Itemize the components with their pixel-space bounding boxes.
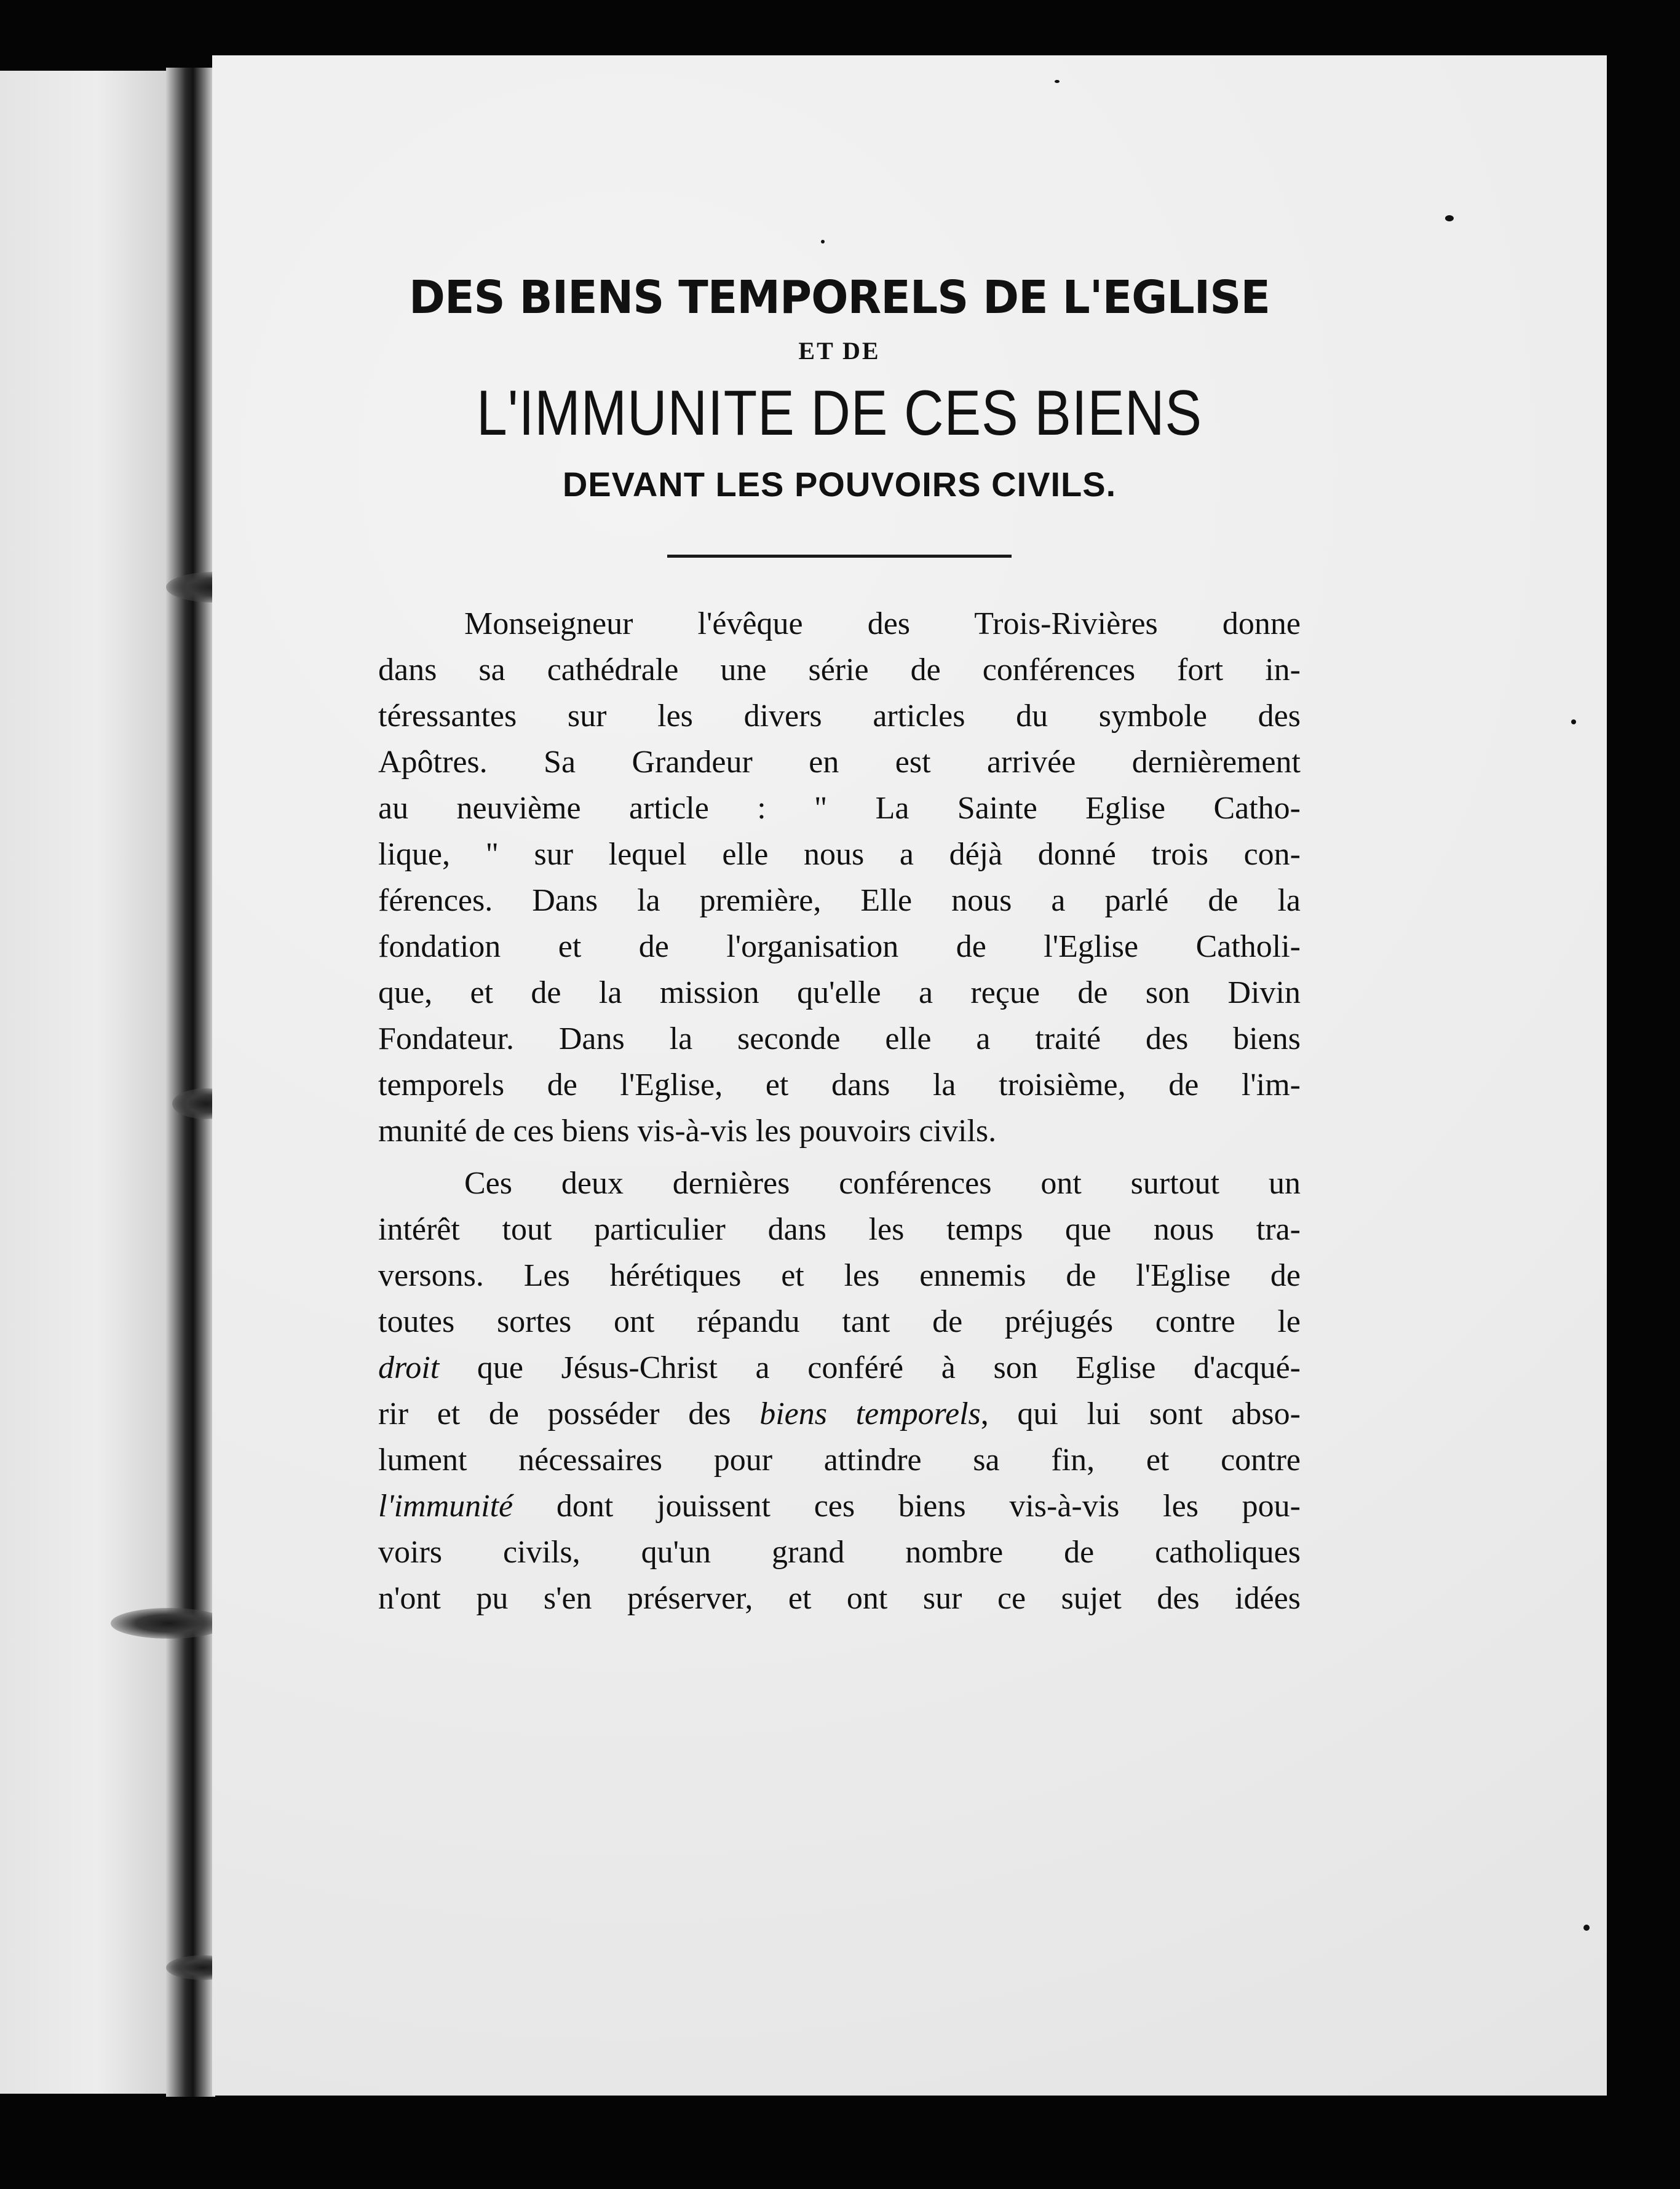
ink-speck <box>1055 80 1060 83</box>
ink-speck <box>821 240 825 243</box>
ink-speck <box>1583 1925 1590 1931</box>
binding-gutter <box>166 68 215 2097</box>
binding-stitch <box>111 1608 228 1639</box>
text-line: lument nécessaires pour attindre sa fin, et contre <box>378 1442 1301 1478</box>
facing-page-edge <box>0 71 178 2094</box>
text-segment: dont jouissent ces biens vis-à-vis les pou- <box>513 1488 1301 1524</box>
text-line: versons. Les hérétiques et les ennemis de l'Eglise de <box>378 1257 1301 1293</box>
text-segment: que Jésus-Christ a conféré à son Eglise d'acqué- <box>439 1350 1301 1385</box>
subtitle-devant: DEVANT LES POUVOIRS CIVILS. <box>562 465 1117 504</box>
text-line: que, et de la mission qu'elle a reçue de son Divin <box>378 975 1301 1010</box>
paragraph-2 <box>378 1160 1301 1621</box>
page-content <box>378 271 1301 1621</box>
text-line: munité de ces biens vis-à-vis les pouvoirs civils. <box>378 1113 997 1149</box>
italic-term: l'immunité <box>378 1488 513 1524</box>
ink-speck <box>1445 215 1454 221</box>
text-line: fondation et de l'organisation de l'Eglise Catholi- <box>378 928 1301 964</box>
italic-term: biens temporels <box>759 1396 981 1431</box>
text-line: Ces deux dernières conférences ont surtout un <box>464 1165 1301 1201</box>
text-line <box>378 1483 1301 1529</box>
text-line: dans sa cathédrale une série de conférences fort in- <box>378 652 1301 687</box>
text-line: lique, " sur lequel elle nous a déjà donné trois con- <box>378 836 1301 872</box>
title-connector: ET DE <box>798 336 881 365</box>
title-divider <box>667 555 1012 558</box>
text-line: au neuvième article : " La Sainte Eglise Catho- <box>378 790 1301 826</box>
text-line: intérêt tout particulier dans les temps que nous tra- <box>378 1211 1301 1247</box>
text-line: téressantes sur les divers articles du symbole des <box>378 698 1301 734</box>
ink-speck <box>1571 719 1576 724</box>
text-line <box>378 1345 1301 1391</box>
text-segment: , qui lui sont abso- <box>980 1396 1301 1431</box>
text-line: voirs civils, qu'un grand nombre de catholiques <box>378 1534 1301 1570</box>
text-line: n'ont pu s'en préserver, et ont sur ce sujet des idées <box>378 1580 1301 1616</box>
text-line: férences. Dans la première, Elle nous a parlé de la <box>378 882 1301 918</box>
text-line: temporels de l'Eglise, et dans la troisième, de l'im- <box>378 1067 1301 1102</box>
text-line: Fondateur. Dans la seconde elle a traité des biens <box>378 1021 1301 1056</box>
italic-term: droit <box>378 1350 440 1385</box>
main-title: DES BIENS TEMPORELS DE L'EGLISE <box>408 271 1270 324</box>
text-line: Monseigneur l'évêque des Trois-Rivières donne <box>464 606 1301 641</box>
text-line <box>378 1391 1301 1437</box>
text-line: Apôtres. Sa Grandeur en est arrivée dernièrement <box>378 744 1301 780</box>
text-line: toutes sortes ont répandu tant de préjugés contre le <box>378 1304 1301 1339</box>
text-segment: rir et de posséder des <box>378 1396 760 1431</box>
paragraph-1 <box>378 601 1301 1154</box>
subtitle-immunite: L'IMMUNITE DE CES BIENS <box>477 377 1202 449</box>
